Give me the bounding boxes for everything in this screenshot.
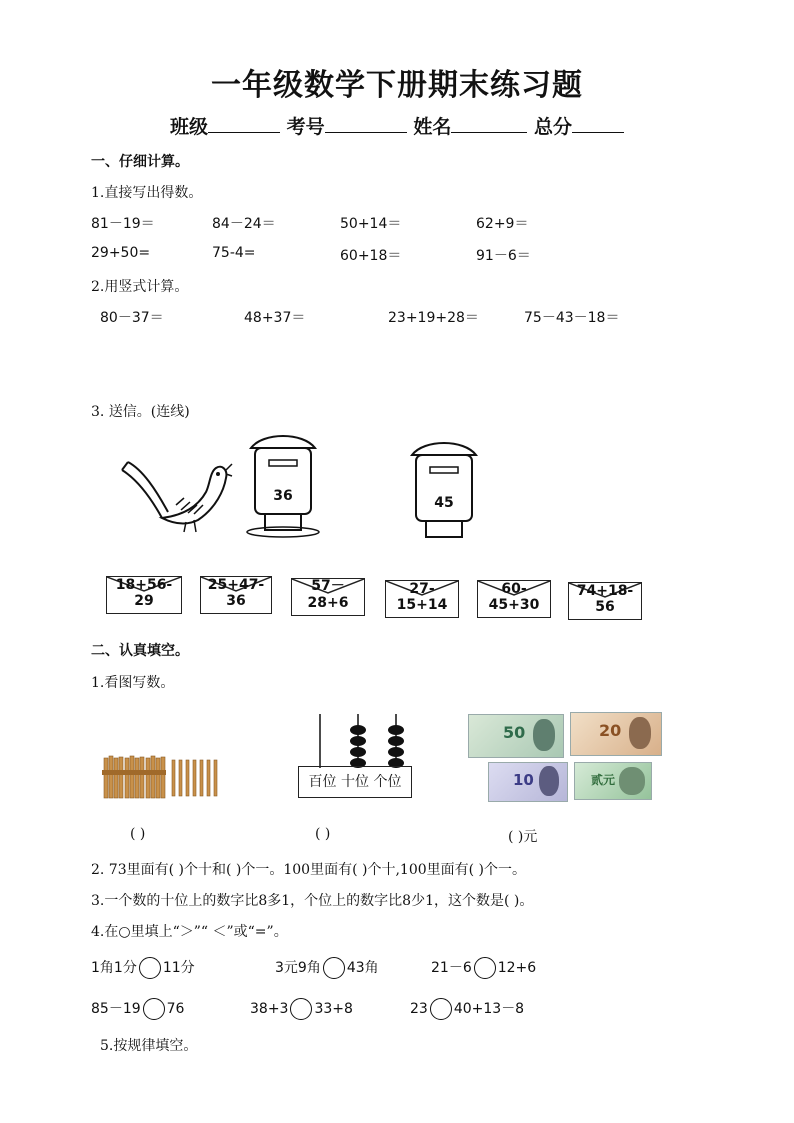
compare-circle[interactable] (143, 998, 165, 1020)
compare-circle[interactable] (290, 998, 312, 1020)
compare-right: 33+8 (314, 1001, 353, 1017)
q1-title: 1.直接写出得数。 (91, 185, 203, 201)
q2-text: 2. 73里面有( )个十和( )个一。100里面有( )个十,100里面有( )个一。 (91, 862, 527, 878)
q3-text: 3.一个数的十位上的数字比8多1，个位上的数字比8少1，这个数是( )。 (91, 893, 534, 909)
calc-item: 84－24＝ (212, 216, 276, 232)
banknote-value: 贰元 (591, 773, 616, 787)
vertical-calc-item: 23+19+28＝ (388, 310, 479, 326)
mailbox[interactable] (243, 432, 323, 540)
mailbox-icon (404, 439, 484, 547)
envelope[interactable] (106, 576, 182, 614)
banknote-20 (570, 712, 662, 756)
banknote-value: 50 (503, 723, 526, 742)
calc-item: 75-4= (212, 245, 256, 261)
vertical-calc-item: 48+37＝ (244, 310, 306, 326)
calc-item: 62+9＝ (476, 216, 529, 232)
exam-no-label: 考号 (286, 116, 325, 138)
compare-item (410, 998, 524, 1020)
compare-item (91, 957, 195, 979)
envelope[interactable] (385, 580, 459, 618)
q1-title: 1.看图写数。 (91, 675, 175, 691)
envelope-expression: 60-45+30 (488, 581, 540, 613)
compare-left: 1角1分 (91, 960, 137, 976)
portrait-icon (619, 767, 645, 795)
compare-circle[interactable] (323, 957, 345, 979)
calc-item: 60+18＝ (340, 248, 402, 264)
portrait-icon (629, 717, 651, 749)
mailbox-number: 36 (273, 488, 293, 504)
vertical-calc-item: 75－43－18＝ (524, 310, 620, 326)
bird-illustration (118, 450, 233, 535)
name-label: 姓名 (413, 116, 452, 138)
compare-item (275, 957, 379, 979)
envelope[interactable] (291, 578, 365, 616)
answer-blank[interactable]: ( )元 (508, 829, 538, 845)
banknote-value: 20 (599, 721, 622, 740)
q5-text: 5.按规律填空。 (100, 1038, 198, 1054)
score-label: 总分 (533, 116, 572, 138)
envelope[interactable] (568, 582, 642, 620)
compare-right: 12+6 (497, 960, 537, 976)
compare-circle[interactable] (139, 957, 161, 979)
calc-item: 81－19＝ (91, 216, 155, 232)
vertical-calc-item: 80－37＝ (100, 310, 164, 326)
compare-right: 40+13－8 (453, 1001, 525, 1017)
q4-title: 4.在○里填上“＞”“ ＜”或“=”。 (91, 924, 288, 940)
mailbox[interactable] (404, 439, 484, 547)
compare-item (431, 957, 536, 979)
compare-item (250, 998, 353, 1020)
calc-item: 29+50= (91, 245, 151, 261)
abacus-place-labels: 百位 十位 个位 (298, 766, 412, 798)
envelope-expression: 27-15+14 (396, 581, 448, 613)
section1-heading: 一、仔细计算。 (91, 154, 189, 170)
calc-item: 50+14＝ (340, 216, 402, 232)
q3-title: 3. 送信。(连线) (91, 404, 190, 420)
portrait-icon (539, 766, 559, 796)
name-blank[interactable] (451, 114, 527, 133)
answer-blank[interactable]: ( ) (315, 826, 331, 842)
banknote-2-yuan (574, 762, 652, 800)
page-title: 一年级数学下册期末练习题 (211, 68, 583, 103)
envelope-expression: 74+18-56 (576, 583, 634, 615)
banknote-value: 10 (513, 771, 534, 789)
section2-heading: 二、认真填空。 (91, 643, 189, 659)
abacus-icon (298, 710, 418, 770)
compare-right: 43角 (346, 960, 379, 976)
class-blank[interactable] (208, 114, 280, 133)
envelope-expression: 18+56-29 (115, 577, 173, 609)
envelope[interactable] (477, 580, 551, 618)
compare-circle[interactable] (474, 957, 496, 979)
banknote-10 (488, 762, 568, 802)
compare-left: 38+3 (250, 1001, 289, 1017)
score-blank[interactable] (572, 114, 624, 133)
answer-blank[interactable]: ( ) (130, 826, 146, 842)
envelope[interactable] (200, 576, 272, 614)
compare-left: 23 (410, 1001, 428, 1017)
compare-left: 3元9角 (275, 960, 321, 976)
compare-circle[interactable] (430, 998, 452, 1020)
compare-item (91, 998, 184, 1020)
portrait-icon (533, 719, 555, 751)
compare-right: 76 (166, 1001, 185, 1017)
calc-item: 91－6＝ (476, 248, 531, 264)
counting-sticks-icon (100, 752, 225, 802)
compare-left: 21－6 (431, 960, 472, 976)
exam-no-blank[interactable] (325, 114, 407, 133)
mailbox-number: 45 (434, 495, 454, 511)
compare-right: 11分 (162, 960, 195, 976)
envelope-expression: 57－28+6 (307, 578, 349, 611)
student-info-line (0, 112, 794, 139)
mailbox-icon (243, 432, 323, 540)
q2-title: 2.用竖式计算。 (91, 279, 189, 295)
compare-left: 85－19 (91, 1001, 141, 1017)
banknote-50 (468, 714, 564, 758)
envelope-expression: 25+47-36 (207, 577, 265, 609)
class-label: 班级 (170, 116, 209, 138)
